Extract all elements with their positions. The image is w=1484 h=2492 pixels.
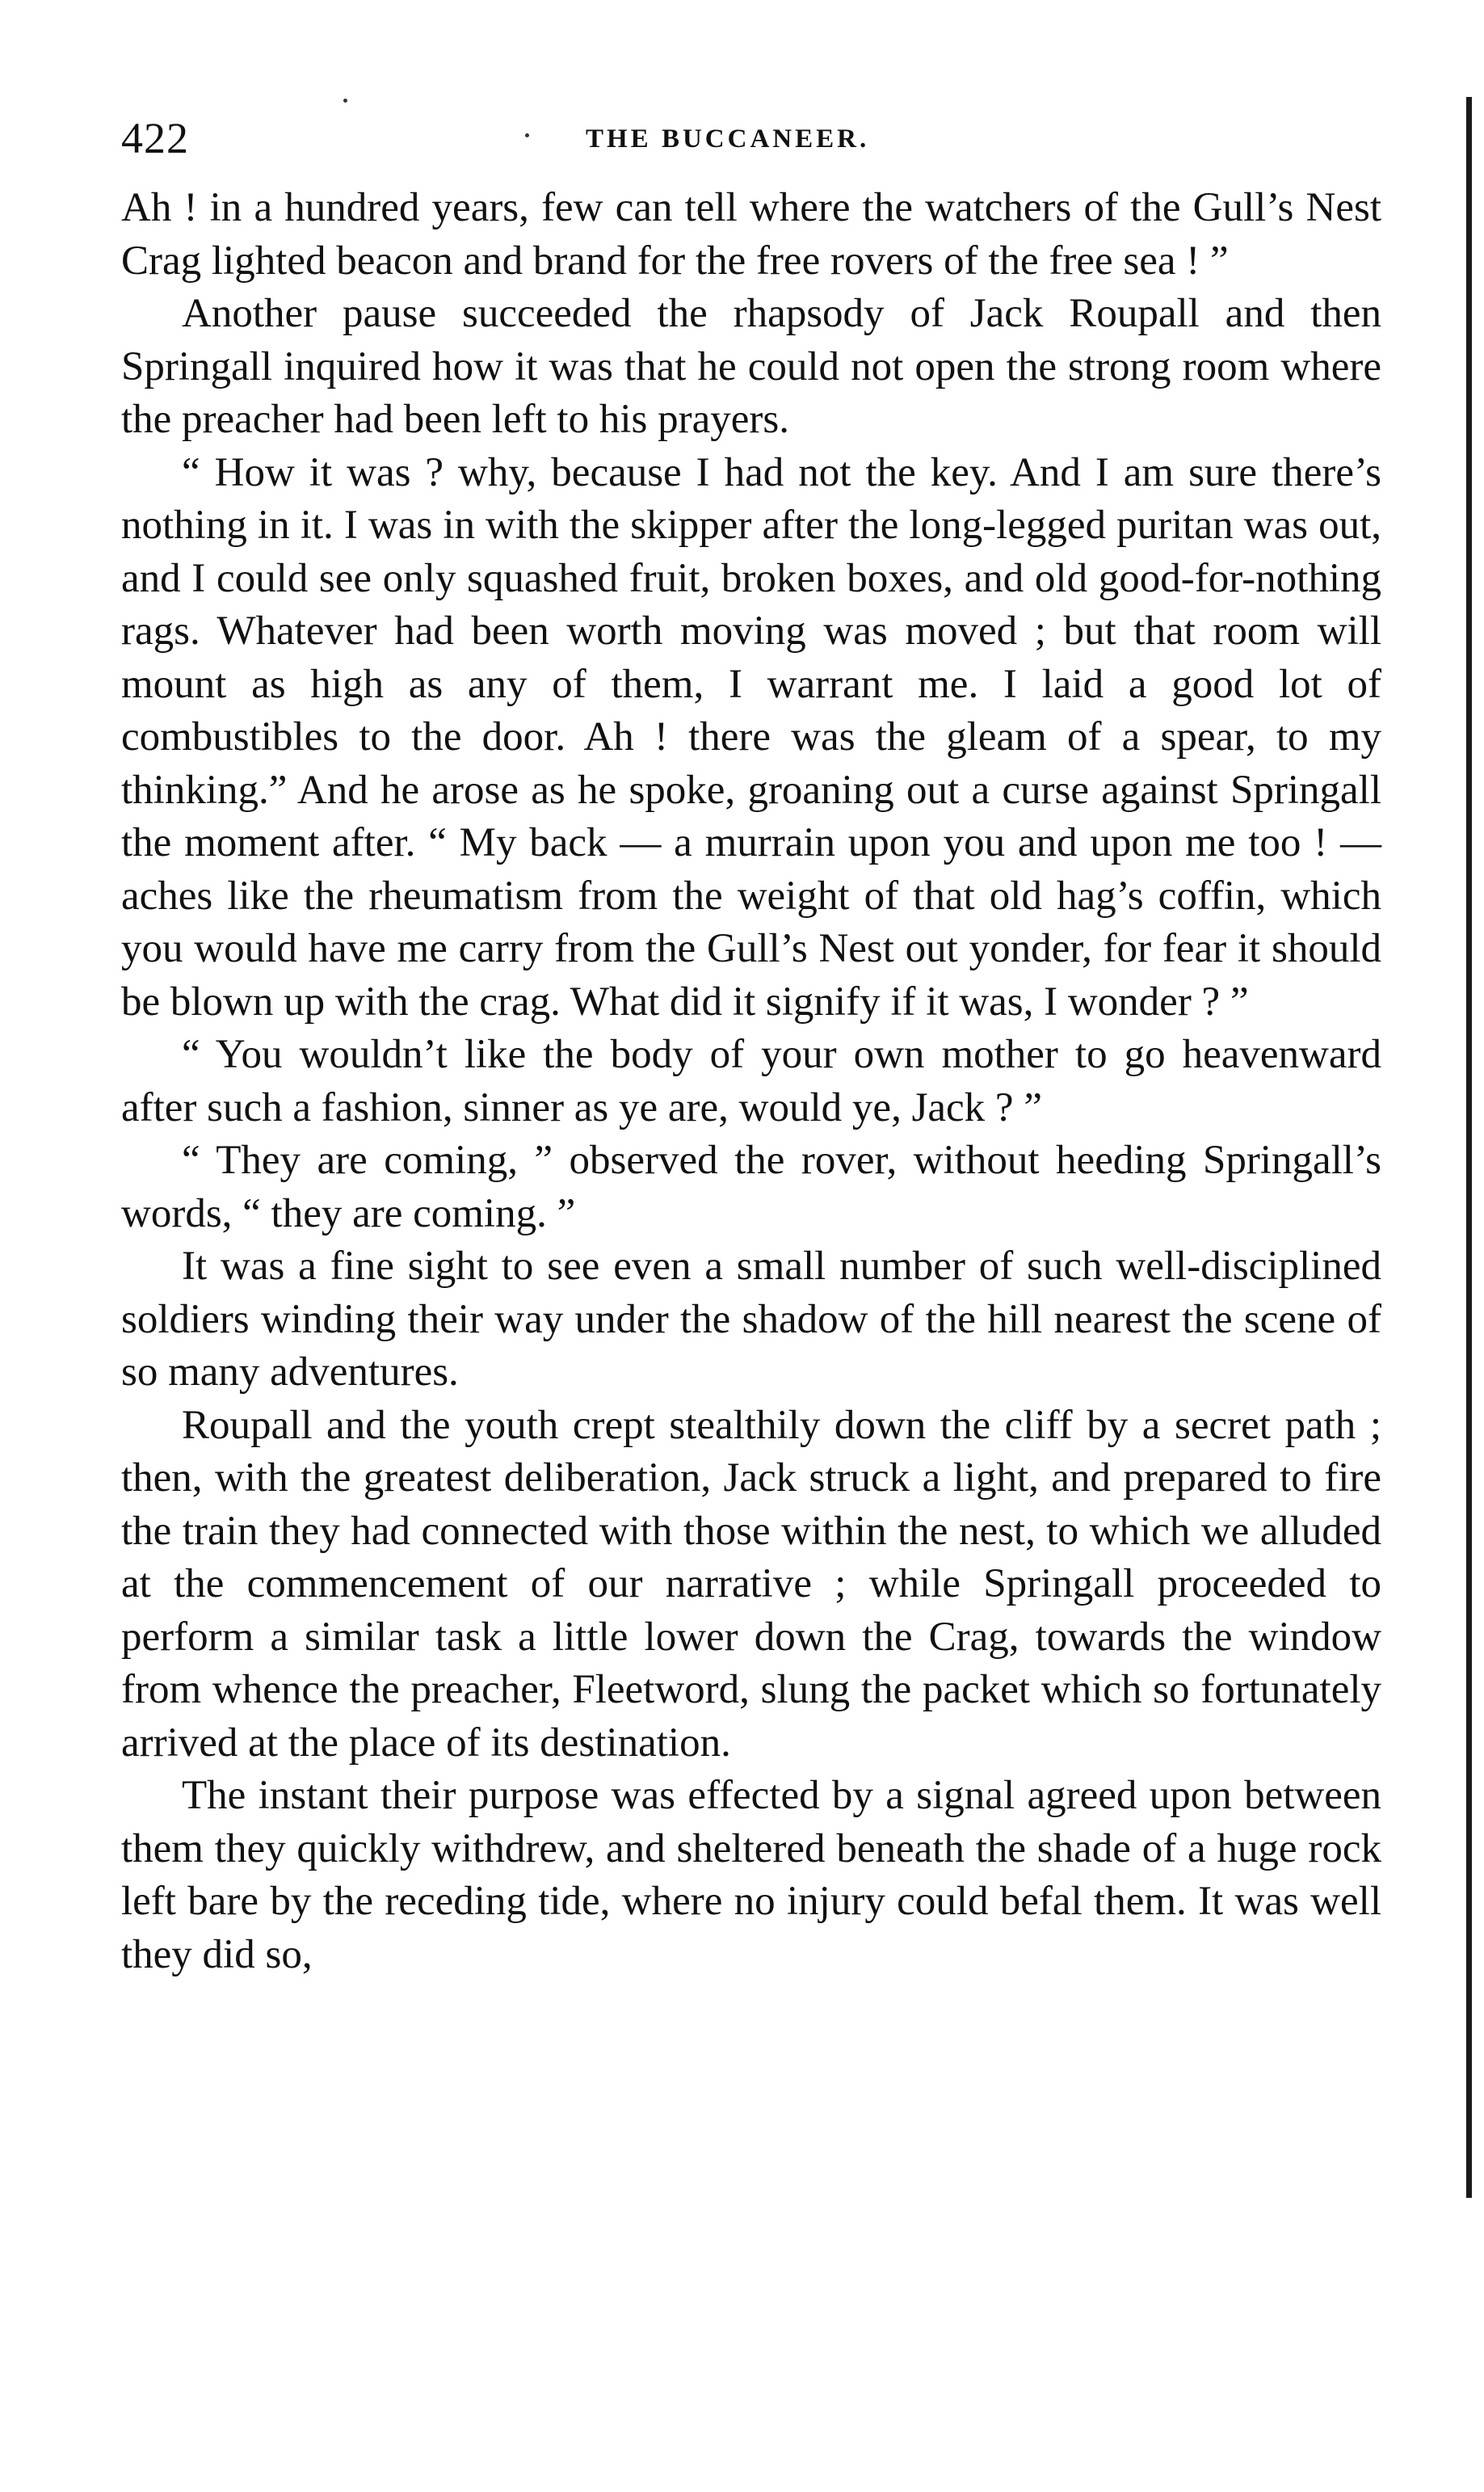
paragraph: “ They are coming, ” observed the rover, without heeding Springall’s words, “ they are coming. ” (121, 1138, 1381, 1236)
paragraph: Roupall and the youth crept stealthily down the cliff by a secret path ; then, with the greatest deliberation, Jack struck a light, and prepared to fire the train they had connected with those within the nest, to which we alluded at the commencement of our narrative ; while Springall proceeded to perform a similar task a little lower down the Crag, towards the window from whence the preacher, Fleetword, slung the packet which so fortunately arrived at the place of its destination. (121, 1402, 1381, 1766)
page-edge-shadow (1466, 97, 1472, 2198)
print-speck (343, 99, 347, 103)
paragraph: Ah ! in a hundred years, few can tell where the watchers of the Gull’s Nest Crag lighted beacon and brand for the free rovers of the free sea ! ” (121, 185, 1381, 284)
paragraph: It was a fine sight to see even a small number of such well-disciplined soldiers winding their way under the shadow of the hill nearest the scene of so many adventures. (121, 1244, 1381, 1395)
paragraph: Another pause succeeded the rhapsody of Jack Roupall and then Springall inquired how it was that he could not open the strong room where the preacher had been left to his prayers. (121, 291, 1381, 442)
page-header (121, 113, 1381, 170)
page-number: 422 (121, 114, 189, 162)
paragraph: “ How it was ? why, because I had not the key. And I am sure there’s nothing in it. I was in with the skipper after the long-legged puritan was out, and I could see only squashed fruit, broken boxes, and old good-for-nothing rags. Whatever had been worth moving was moved ; but that room will mount as high as any of them, I warrant me. I laid a good lot of combustibles to the door. Ah ! there was the gleam of a spear, to my thinking.” And he arose as he spoke, groaning out a curse against Springall the moment after. “ My back — a murrain upon you and upon me too ! — aches like the rheumatism from the weight of that old hag’s coffin, which you would have me carry from the Gull’s Nest out yonder, for fear it should be blown up with the crag. What did it signify if it was, I wonder ? ” (121, 449, 1381, 1025)
body-text (121, 182, 1381, 1981)
running-title: THE BUCCANEER. (586, 124, 870, 154)
paragraph: The instant their purpose was effected by a signal agreed upon between them they quickly withdrew, and sheltered beneath the shade of a huge rock left bare by the receding tide, where no injury could befal them. It was well they did so, (121, 1773, 1381, 1977)
paragraph: “ You wouldn’t like the body of your own mother to go heavenward after such a fashion, sinner as ye are, would ye, Jack ? ” (121, 1032, 1381, 1130)
